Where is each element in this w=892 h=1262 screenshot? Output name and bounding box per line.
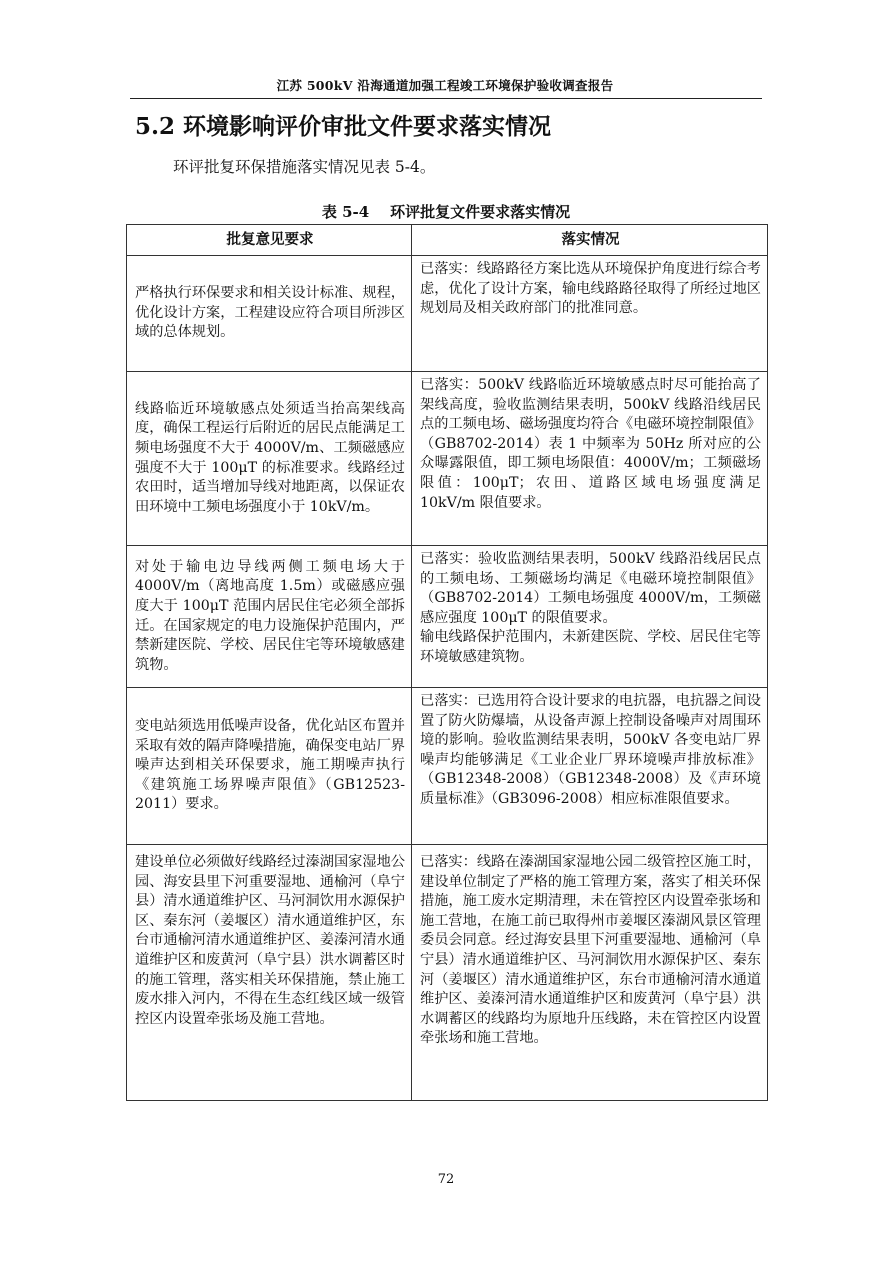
requirement-cell: 严格执行环保要求和相关设计标准、规程，优化设计方案，工程建设应符合项目所涉区域的总体规划。: [127, 256, 412, 372]
header-rule: [130, 98, 762, 99]
table-row: [127, 688, 768, 845]
table-row: [127, 372, 768, 546]
requirement-cell: 对处于输电边导线两侧工频电场大于 4000V/m（离地高度 1.5m）或磁感应强度大于 100μT 范围内居民住宅必须全部拆迁。在国家规定的电力设施保护范围内，严禁新建医院、学校、居民住宅等环境敏感建筑物。: [127, 546, 412, 688]
status-cell: [412, 372, 768, 546]
running-header: 江苏 500kV 沿海通道加强工程竣工环境保护验收调查报告: [276, 78, 614, 93]
table-caption: 表 5-4 环评批复文件要求落实情况: [321, 203, 571, 221]
status-paragraph: 已落实：500kV 线路临近环境敏感点时尽可能抬高了架线高度，验收监测结果表明，500kV 线路沿线居民点的工频电场、磁场强度均符合《电磁环境控制限值》（GB8702-2014）表 1 中频率为 50Hz 所对应的公众曝露限值，即工频电场限值：4000V/m；工频磁场限值：100μT；农田、道路区域电场强度满足 10kV/m 限值要求。: [420, 377, 761, 511]
table-row: [127, 546, 768, 688]
requirements-table: [126, 224, 768, 1101]
status-paragraph: 已落实：线路在溱湖国家湿地公园二级管控区施工时，建设单位制定了严格的施工管理方案，落实了相关环保措施，施工废水定期清理，未在管控区内设置牵张场和施工营地，在施工前已取得州市姜堰区溱湖风景区管理委员会同意。经过海安县里下河重要湿地、通榆河（阜宁县）清水通道维护区、马河洞饮用水源保护区、秦东河（姜堰区）清水通道维护区，东台市通榆河清水通道维护区、姜溱河清水通道维护区和废黄河（阜宁县）洪水调蓄区的线路均为原地升压线路，未在管控区内设置牵张场和施工营地。: [420, 854, 761, 1047]
status-paragraph: 已落实：线路路径方案比选从环境保护角度进行综合考虑，优化了设计方案，输电线路路径取得了所经过地区规划局及相关政府部门的批准同意。: [420, 261, 761, 317]
page-number: 72: [437, 1172, 455, 1187]
column-header-requirement: 批复意见要求: [127, 225, 412, 256]
requirement-cell: 线路临近环境敏感点处须适当抬高架线高度，确保工程运行后附近的居民点能满足工频电场强度不大于 4000V/m、工频磁感应强度不大于 100μT 的标准要求。线路经过农田时，适当增加导线对地距离，以保证农田环境中工频电场强度小于 10kV/m。: [127, 372, 412, 546]
table-row: [127, 256, 768, 372]
column-header-status: 落实情况: [412, 225, 768, 256]
status-cell: [412, 546, 768, 688]
requirement-cell: 建设单位必须做好线路经过溱湖国家湿地公园、海安县里下河重要湿地、通榆河（阜宁县）清水通道维护区、马河洞饮用水源保护区、秦东河（姜堰区）清水通道维护区，东台市通榆河清水通道维护区、姜溱河清水通道维护区和废黄河（阜宁县）洪水调蓄区时的施工管理，落实相关环保措施，禁止施工废水排入河内，不得在生态红线区域一级管控区内设置牵张场及施工营地。: [127, 845, 412, 1101]
status-cell: [412, 256, 768, 372]
status-cell: [412, 688, 768, 845]
intro-paragraph: 环评批复环保措施落实情况见表 5-4。: [173, 158, 436, 176]
status-paragraph: 已落实：已选用符合设计要求的电抗器，电抗器之间设置了防火防爆墙，从设备声源上控制设备噪声对周围环境的影响。验收监测结果表明，500kV 各变电站厂界噪声均能够满足《工业企业厂界环境噪声排放标准》（GB12348-2008）（GB12348-2008）及《声环境质量标准》（GB3096-2008）相应标准限值要求。: [420, 693, 761, 807]
section-title: 5.2 环境影响评价审批文件要求落实情况: [135, 113, 552, 140]
status-paragraph: 输电线路保护范围内，未新建医院、学校、居民住宅等环境敏感建筑物。: [420, 629, 761, 665]
status-paragraph: 已落实：验收监测结果表明，500kV 线路沿线居民点的工频电场、工频磁场均满足《电磁环境控制限值》（GB8702-2014）工频电场强度 4000V/m，工频磁感应强度 100μT 的限值要求。: [420, 551, 761, 626]
table-header-row: [127, 225, 768, 256]
requirement-cell: 变电站须选用低噪声设备，优化站区布置并采取有效的隔声降噪措施，确保变电站厂界噪声达到相关环保要求，施工期噪声执行《建筑施工场界噪声限值》（GB12523-2011）要求。: [127, 688, 412, 845]
table-row: [127, 845, 768, 1101]
status-cell: [412, 845, 768, 1101]
